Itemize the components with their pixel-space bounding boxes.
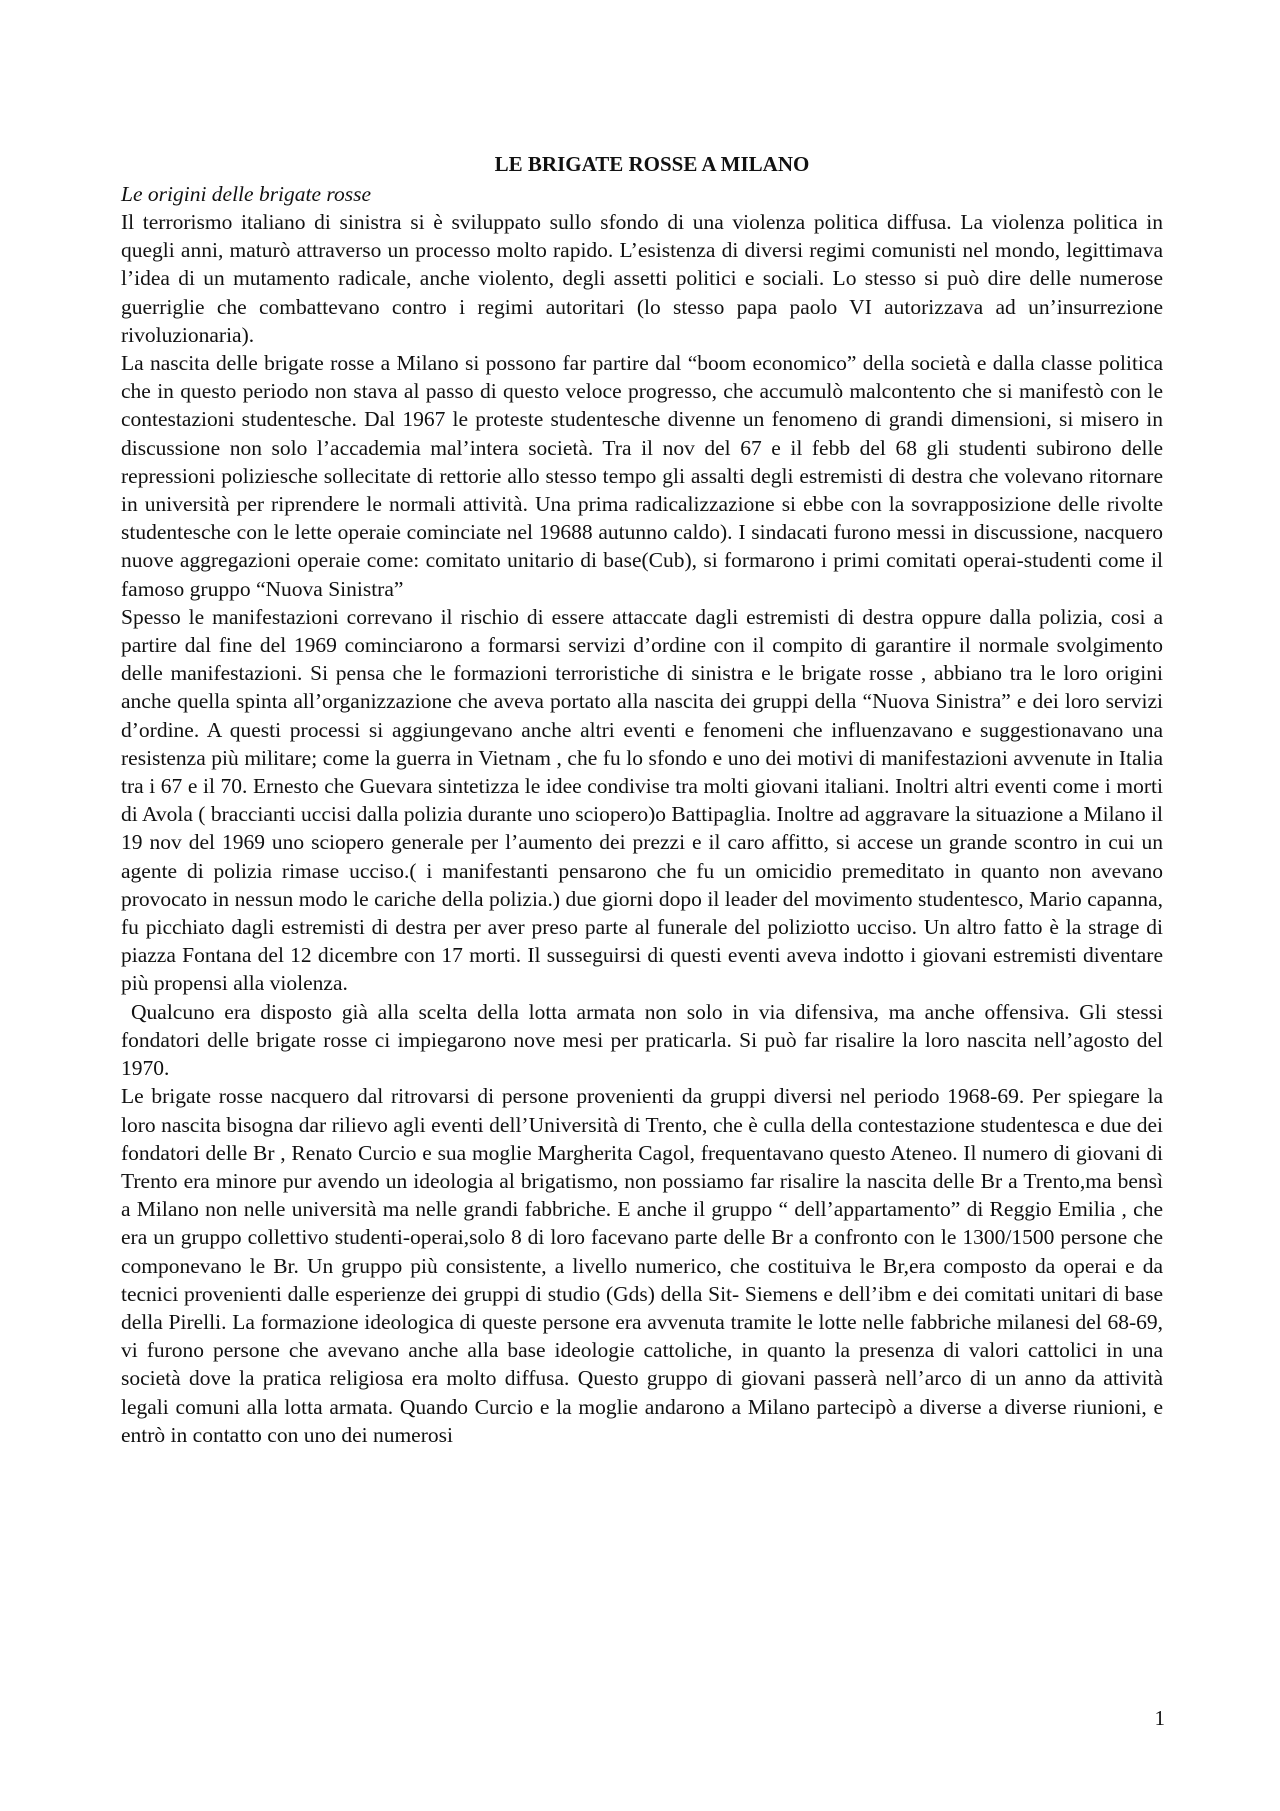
paragraph: Le brigate rosse nacquero dal ritrovarsi di persone provenienti da gruppi diversi nel periodo 1968-69. Per spiegare la loro nascita bisogna dar rilievo agli eventi dell’Università di Trento, che è culla della contestazione studentesca e due dei fondatori delle Br , Renato Curcio e sua moglie Margherita Cagol, frequentavano questo Ateneo. Il numero di giovani di Trento era minore pur avendo un ideologia al brigatismo, non possiamo far risalire la nascita delle Br a Trento,ma bensì a Milano non nelle università ma nelle grandi fabbriche. E anche il gruppo “ dell’appartamento” di Reggio Emilia , che era un gruppo collettivo studenti-operai,solo 8 di loro facevano parte delle Br a confronto con le 1300/1500 persone che componevano le Br. Un gruppo più consistente, a livello numerico, che costituiva le Br,era composto da operai e da tecnici provenienti dalle esperienze dei gruppi di studio (Gds) della Sit- Siemens e dell’ibm e dei comitati unitari di base della Pirelli. La formazione ideologica di queste persone era avvenuta tramite le lotte nelle fabbriche milanesi del 68-69, vi furono persone che avevano anche alla base ideologie cattoliche, in quanto la presenza di valori cattolici in una società dove la pratica religiosa era molto diffusa. Questo gruppo di giovani passerà nell’arco di un anno da attività legali comuni alla lotta armata. Quando Curcio e la moglie andarono a Milano partecipò a diverse a diverse riunioni, e entrò in contatto con uno dei numerosi [121,1084,1163,1447]
page-number: 1 [1154,1706,1165,1730]
paragraph: Spesso le manifestazioni correvano il rischio di essere attaccate dagli estremisti di destra oppure dalla polizia, cosi a partire dal fine del 1969 cominciarono a formarsi servizi d’ordine con il compito di garantire il normale svolgimento delle manifestazioni. Si pensa che le formazioni terroristiche di sinistra e le brigate rosse , abbiano tra le loro origini anche quella spinta all’organizzazione che aveva portato alla nascita dei gruppi della “Nuova Sinistra” e dei loro servizi d’ordine. A questi processi si aggiungevano anche altri eventi e fenomeni che influenzavano e suggestionavano una resistenza più militare; come la guerra in Vietnam , che fu lo sfondo e uno dei motivi di manifestazioni avvenute in Italia tra i 67 e il 70. Ernesto che Guevara sintetizza le idee condivise tra molti giovani italiani. Inoltri altri eventi come i morti di Avola ( braccianti uccisi dalla polizia durante uno sciopero)o Battipaglia. Inoltre ad aggravare la situazione a Milano il 19 nov del 1969 uno sciopero generale per l’aumento dei prezzi e il caro affitto, si accese un grande scontro in cui un agente di polizia rimase ucciso.( i manifestanti pensarono che fu un omicidio premeditato in quanto non avevano provocato in nessun modo le cariche della polizia.) due giorni dopo il leader del movimento studentesco, Mario capanna, fu picchiato dagli estremisti di destra per aver preso parte al funerale del poliziotto ucciso. Un altro fatto è la strage di piazza Fontana del 12 dicembre con 17 morti. Il susseguirsi di questi eventi aveva indotto i giovani estremisti diventare più propensi alla violenza. [121,604,1163,996]
document-body [121,150,1163,1449]
paragraph: Qualcuno era disposto già alla scelta della lotta armata non solo in via difensiva, ma anche offensiva. Gli stessi fondatori delle brigate rosse ci impiegarono nove mesi per praticarla. Si può far risalire la loro nascita nell’agosto del 1970. [121,999,1163,1081]
section-subtitle: Le origini delle brigate rosse [121,182,372,206]
paragraph: La nascita delle brigate rosse a Milano si possono far partire dal “boom economico” della società e dalla classe politica che in questo periodo non stava al passo di questo veloce progresso, che accumulò malcontento che si manifestò con le contestazioni studentesche. Dal 1967 le proteste studentesche divenne un fenomeno di grandi dimensioni, si misero in discussione non solo l’accademia mal’intera società. Tra il nov del 67 e il febb del 68 gli studenti subirono delle repressioni poliziesche sollecitate di rettorie allo stesso tempo gli assalti degli estremisti di destra che volevano ritornare in università per riprendere le normali attività. Una prima radicalizzazione si ebbe con la sovrapposizione delle rivolte studentesche con le lette operaie cominciate nel 19688 autunno caldo). I sindacati furono messi in discussione, nacquero nuove aggregazioni operaie come: comitato unitario di base(Cub), si formarono i primi comitati operai-studenti come il famoso gruppo “Nuova Sinistra” [121,351,1163,601]
paragraph: Il terrorismo italiano di sinistra si è sviluppato sullo sfondo di una violenza politica diffusa. La violenza politica in quegli anni, maturò attraverso un processo molto rapido. L’esistenza di diversi regimi comunisti nel mondo, legittimava l’idea di un mutamento radicale, anche violento, degli assetti politici e sociali. Lo stesso si può dire delle numerose guerriglie che combattevano contro i regimi autoritari (lo stesso papa paolo VI autorizzava ad un’insurrezione rivoluzionaria). [121,210,1163,347]
document-title: LE BRIGATE ROSSE A MILANO [494,152,810,176]
